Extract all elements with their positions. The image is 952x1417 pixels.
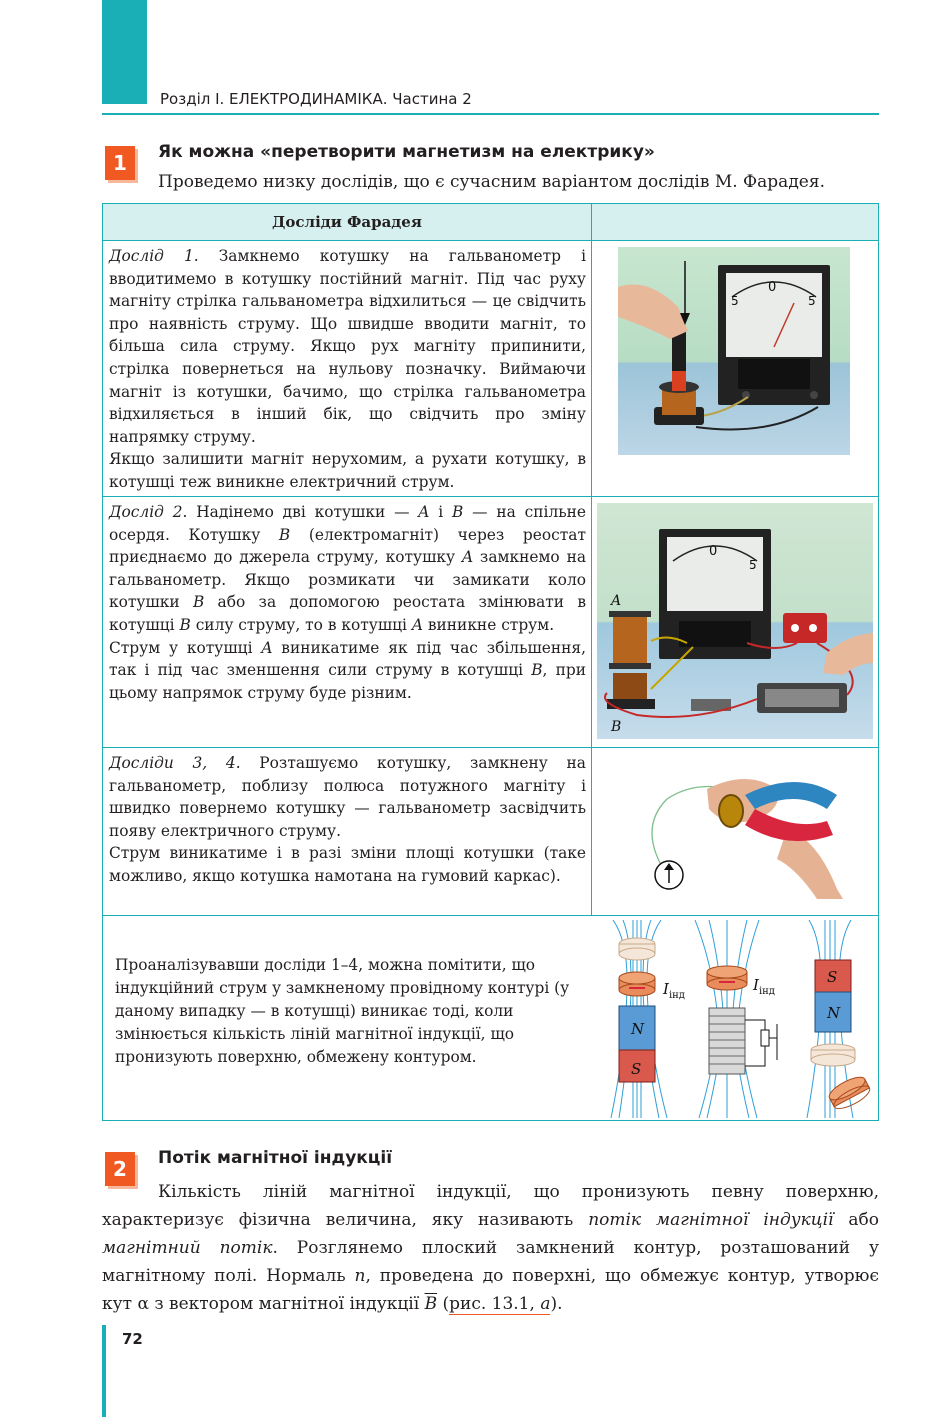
term-magnetic-flux: потік магнітної індукції <box>588 1210 834 1230</box>
text-run: — на спільне осердя. Котушку <box>109 503 587 544</box>
pole-s-label: S <box>631 1060 642 1078</box>
alpha-symbol: α <box>137 1294 149 1314</box>
text-run: або <box>833 1210 879 1230</box>
column-divider <box>591 204 592 915</box>
experiment-3-4-body-2: Струм виникатиме і в разі зміни площі котушки (таке можливо, якщо котушка намотана на гумовий каркас). <box>109 844 586 885</box>
figure-reference-text: рис. 13.1, <box>449 1294 541 1314</box>
experiment-1-text <box>109 245 586 494</box>
text-run: з вектором магнітної індукції <box>148 1294 425 1314</box>
text-run: . Розглянемо плоский замкнений контур, розташований у магнітному полі. Нормаль <box>102 1238 879 1286</box>
scale-left: 5 <box>731 294 739 308</box>
experiment-1-body-2: Якщо залишити магніт нерухомим, а рухати котушку, в котушці теж виникне електричний струм. <box>109 450 586 491</box>
scale-right: 5 <box>808 294 816 308</box>
pole-n-label: N <box>827 1004 841 1022</box>
page-number: 72 <box>122 1330 143 1348</box>
coil-b-ref: B <box>531 661 543 680</box>
figure-reference-link[interactable] <box>449 1294 550 1315</box>
experiment-2-label: Дослід 2. <box>109 503 188 521</box>
section-1-badge: 1 <box>105 146 135 180</box>
text-run: і <box>429 503 453 521</box>
section-1-title: Як можна «перетворити магнетизм на електрику» <box>158 142 655 162</box>
coil-a-label: A <box>611 593 622 609</box>
text-run: або за допомогою реостата змінювати в котушці <box>109 593 586 634</box>
scale-zero: 0 <box>768 280 777 295</box>
experiment-1-body: Замкнемо котушку на гальванометр і вводитимемо в котушку постійний магніт. Під час руху магніту стрілка гальванометра відхилиться — це свідчить про наявність струму. Що швидше вводити магніт, то більша сила струму. Якщо рух магніту припинити, стрілка повернеться на нульову позначку. Виймаючи магніт із котушки, бачимо, що стрілка гальванометра відхиляється в інший бік, що свідчить про зміну напрямку струму. <box>109 247 586 446</box>
page-number-bar <box>102 1325 106 1417</box>
text-run: ( <box>437 1294 450 1314</box>
experiment-2-text <box>109 501 586 704</box>
table-header-title: Досліди Фарадея <box>272 213 422 231</box>
vector-b-symbol: $\overline{B}$ <box>424 1294 438 1314</box>
coil-b-ref: B <box>452 503 464 521</box>
coil-a-ref: A <box>461 548 474 567</box>
coil-b-ref: B <box>192 593 205 612</box>
analysis-summary: Проаналізувавши досліди 1–4, можна помітити, що індукційний струм у замкненому провідному контурі (у даному випадку — в котушці) виникає тоді, коли змінюється кількість ліній магнітної індукції, що пронизують поверхню, обмежену контуром. <box>115 956 570 1066</box>
section-2-paragraph <box>102 1178 879 1318</box>
text-run: ). <box>550 1294 563 1314</box>
experiment-3-4-body: Розташуємо котушку, замкнену на гальванометр, поблизу полюса потужного магніту і швидко повернемо котушку — гальванометр засвідчить появу електричного струму. <box>109 754 586 840</box>
faraday-experiments-table <box>102 203 879 1121</box>
text-run: виникатиме як під час збільшення, так і під час зменшення сили струму в котушці <box>109 638 586 680</box>
experiment-1-photo <box>618 247 850 455</box>
field-lines-diagram <box>599 920 879 1118</box>
i-ind-label: $I_{інд}$ <box>753 976 775 997</box>
figure-reference-letter: a <box>540 1294 551 1314</box>
experiment-3-4-label: Досліди 3, 4. <box>109 754 241 772</box>
experiment-1-label: Дослід 1. <box>109 247 199 265</box>
pole-n-label: N <box>631 1020 645 1038</box>
term-magnetic-flux-short: магнітний потік <box>102 1238 273 1258</box>
experiment-3-4-photo <box>627 769 843 899</box>
text-run: , проведена до поверхні, що обмежує контур, утворює кут <box>102 1266 879 1314</box>
coil-a-ref: A <box>411 615 423 634</box>
section-2-title: Потік магнітної індукції <box>158 1148 393 1168</box>
scale-zero: 0 <box>709 544 718 559</box>
scale-right: 5 <box>749 558 757 572</box>
coil-b-label: B <box>611 719 622 735</box>
text-run: Кількість ліній магнітної індукції, що пронизують певну поверхню, характеризує фізична величина, яку називають <box>102 1182 879 1230</box>
section-2-badge: 2 <box>105 1152 135 1186</box>
coil-b-ref: B <box>179 615 191 634</box>
text-run: силу струму, то в котушці <box>190 615 412 634</box>
text-run: (електромагніт) через реостат приєднаємо до джерела струму, котушку <box>109 525 586 567</box>
text-run: Надінемо дві котушки — <box>187 503 419 521</box>
coil-a-ref: A <box>261 638 273 657</box>
coil-b-ref: B <box>278 525 291 544</box>
text-run: виникне струм. <box>422 615 555 634</box>
normal-symbol: n <box>354 1266 366 1286</box>
experiment-3-4-text <box>109 752 586 888</box>
i-ind-label: $I_{інд}$ <box>663 980 685 1001</box>
text-run: , при цьому напрямок струму буде різним. <box>109 661 587 702</box>
row-divider <box>103 240 878 241</box>
text-run: Струм у котушці <box>109 638 262 657</box>
row-divider <box>103 747 878 748</box>
header-accent-block <box>102 0 147 104</box>
row-divider <box>103 915 878 916</box>
pole-s-label: S <box>827 968 838 986</box>
experiment-2-photo <box>597 503 873 739</box>
table-header-row <box>103 204 878 240</box>
row-divider <box>103 496 878 497</box>
running-header: Розділ I. ЕЛЕКТРОДИНАМІКА. Частина 2 <box>160 90 472 108</box>
section-1-intro: Проведемо низку дослідів, що є сучасним варіантом дослідів М. Фарадея. <box>158 172 825 192</box>
coil-a-ref: A <box>418 503 430 521</box>
text-run: замкнемо на гальванометр. Якщо розмикати чи замикати коло котушки <box>109 548 587 612</box>
header-rule <box>102 113 879 115</box>
